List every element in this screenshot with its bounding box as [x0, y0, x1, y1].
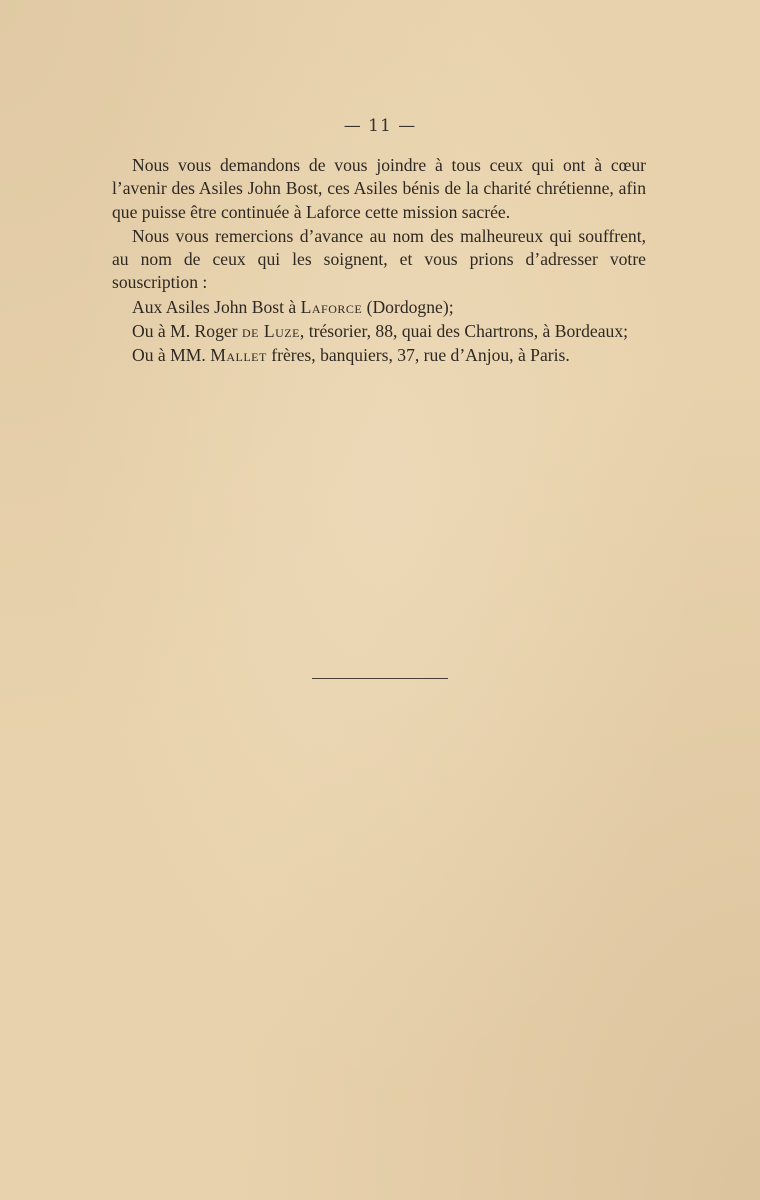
- body-text: [112, 154, 646, 369]
- address-suffix: frères, banquiers, 37, rue d’Anjou, à Paris.: [266, 345, 570, 366]
- paragraph-appeal: Nous vous demandons de vous joindre à tous ceux qui ont à cœur l’avenir des Asiles John Bost, ces Asiles bénis de la charité chrétienne, afin que puisse être continuée à Laforce cette mission sacrée.: [112, 155, 646, 222]
- address-prefix: Ou à M. Roger: [132, 321, 242, 342]
- address-line-laforce: [112, 296, 646, 319]
- address-line-bordeaux: [112, 320, 646, 343]
- address-prefix: Ou à MM.: [132, 345, 211, 366]
- address-prefix: Aux Asiles John Bost à: [132, 296, 301, 317]
- address-name: Mallet: [210, 345, 267, 366]
- address-suffix: , trésorier, 88, quai des Chartrons, à Bordeaux;: [299, 321, 629, 342]
- address-suffix: (Dordogne);: [362, 296, 454, 317]
- page-number: — 11 —: [343, 116, 417, 136]
- paragraph-thanks: Nous vous remercions d’avance au nom des malheureux qui souffrent, au nom de ceux qui les soignent, et vous prions d’adresser votre souscription :: [112, 225, 646, 293]
- address-line-paris: [112, 344, 646, 367]
- address-place: Laforce: [300, 296, 363, 317]
- address-name: de Luze: [241, 321, 300, 342]
- section-divider: [312, 678, 448, 679]
